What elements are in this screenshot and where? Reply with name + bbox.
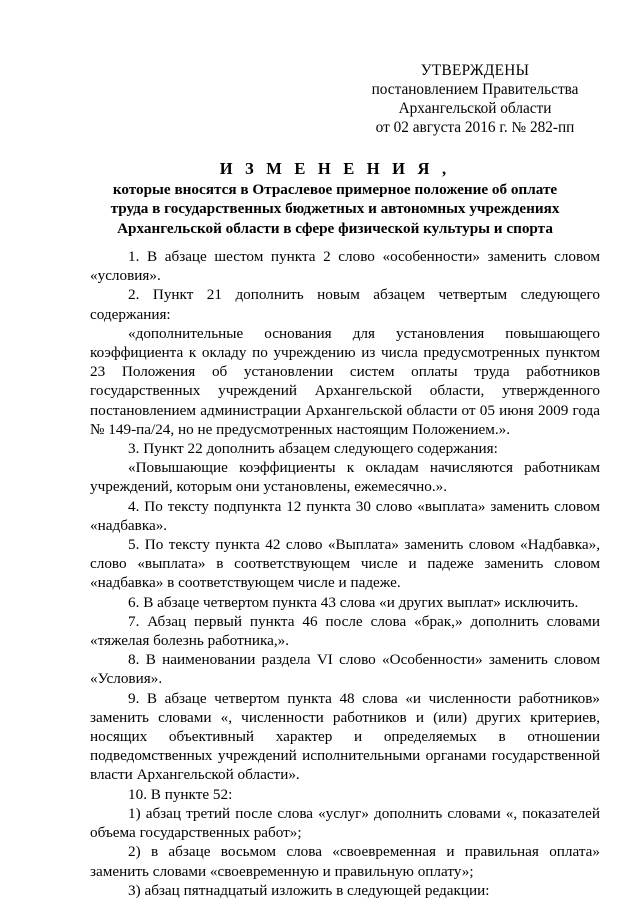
- paragraph-10-item-2: 2) в абзаце восьмом слова «своевременная и правильная оплата» заменить словами «своевременную и правильную оплату»;: [90, 843, 600, 880]
- paragraph-4: 4. По тексту подпункта 12 пункта 30 слово «выплата» заменить словом «надбавка».: [90, 497, 600, 534]
- paragraph-9: 9. В абзаце четвертом пункта 48 слова «и численности работников» заменить словами «, численности работников и (или) других критериев, носящих объективный характер и определяемых в отношении подведомственных учреждений исполнительными органами государственной власти Архангельской области».: [90, 689, 600, 784]
- approval-line-resolution: постановлением Правительства: [371, 81, 579, 98]
- title-subline-1: которые вносятся в Отраслевое примерное положение об оплате: [112, 181, 558, 198]
- approval-line-date: от 02 августа 2016 г. № 282-пп: [375, 119, 575, 136]
- approval-heading: УТВЕРЖДЕНЫ: [420, 62, 530, 79]
- paragraph-10-item-3: 3) абзац пятнадцатый изложить в следующей редакции:: [128, 881, 490, 899]
- title-subline-3: Архангельской области в сфере физической культуры и спорта: [117, 219, 553, 237]
- paragraph-7: 7. Абзац первый пункта 46 после слова «брак,» дополнить словами «тяжелая болезнь работника,».: [90, 612, 600, 650]
- paragraph-5: 5. По тексту пункта 42 слово «Выплата» заменить словом «Надбавка», слово «выплата» в соответствующем числе и падеже заменить словом «надбавка» в соответствующем числе и падеже.: [90, 536, 600, 592]
- paragraph-2-quote: «дополнительные основания для установления повышающего коэффициента к окладу по учреждению из числа предусмотренных пунктом 23 Положения об установлении систем оплаты труда работников государственных учреждений Архангельской области, утвержденного постановлением администрации Архангельской области от 05 июня 2009 года № 149-па/24, но не предусмотренных настоящим Положением.».: [90, 324, 600, 438]
- paragraph-10-item-1: 1) абзац третий после слова «услуг» дополнить словами «, показателей объема государственных работ»;: [90, 804, 600, 842]
- paragraph-6: 6. В абзаце четвертом пункта 43 слова «и других выплат» исключить.: [128, 593, 579, 611]
- title-heading: И З М Е Н Е Н И Я ,: [219, 159, 451, 178]
- paragraph-3-quote: «Повышающие коэффициенты к окладам начисляются работникам учреждений, которым они установлены, ежемесячно.».: [90, 459, 600, 496]
- approval-stamp: [340, 61, 610, 137]
- approval-line-region: Архангельской области: [398, 100, 552, 117]
- paragraph-1: 1. В абзаце шестом пункта 2 слово «особенности» заменить словом «условия».: [90, 248, 600, 285]
- paragraph-10: 10. В пункте 52:: [128, 785, 233, 803]
- document-title: [88, 158, 582, 238]
- paragraph-8: 8. В наименовании раздела VI слово «Особенности» заменить словом «Условия».: [90, 651, 600, 688]
- document-body: [90, 247, 600, 900]
- title-subline-2: труда в государственных бюджетных и автономных учреждениях: [110, 200, 560, 218]
- paragraph-2: 2. Пункт 21 дополнить новым абзацем четвертым следующего содержания:: [90, 286, 600, 323]
- paragraph-3: 3. Пункт 22 дополнить абзацем следующего содержания:: [128, 440, 498, 458]
